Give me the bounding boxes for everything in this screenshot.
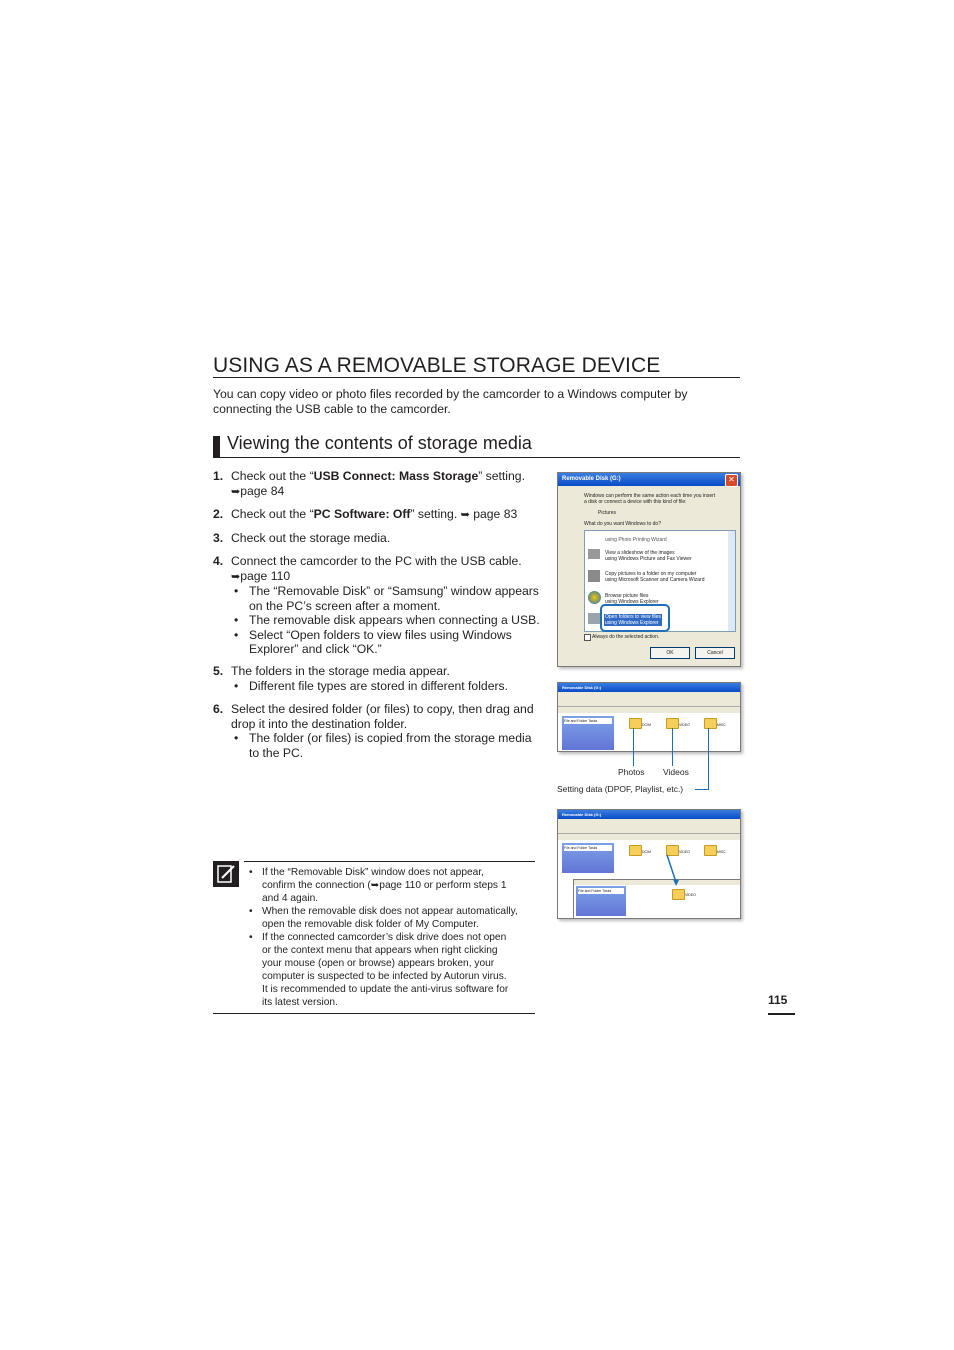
folder-label: VIDEO [679, 850, 690, 854]
step-text: Check out the “ [231, 507, 314, 521]
dialog-desc-line: Windows can perform the same action each time you insert [584, 493, 716, 499]
step-number: 2. [213, 507, 224, 521]
window-title: Removable Disk (G:) [558, 810, 740, 819]
leader-line [708, 728, 709, 790]
address-bar [558, 707, 740, 713]
section-marker [213, 436, 220, 457]
step-number: 6. [213, 702, 224, 716]
intro-line: You can copy video or photo files recorded by the camcorder to a Windows computer by [213, 387, 688, 401]
slideshow-icon [588, 549, 600, 559]
bullet-icon: • [234, 731, 239, 745]
setting-name: PC Software: Off [313, 507, 411, 521]
note-item [249, 866, 539, 905]
bullet-line: The removable disk appears when connecting a USB. [249, 613, 540, 627]
page-ref-icon: ➥ [460, 509, 470, 521]
bullet-item [231, 628, 540, 657]
leader-line [633, 728, 634, 766]
note-line: and 4 again. [262, 893, 319, 904]
step-text: ” setting. [410, 507, 461, 521]
page-ref-icon: ➥ [370, 880, 380, 891]
bullet-line: The folder (or files) is copied from the storage media [249, 731, 532, 745]
folder-label: VIDEO [679, 723, 690, 727]
step-text: Select the desired folder (or files) to copy, then drag and [231, 702, 534, 716]
option-text: using Windows Explorer [605, 620, 659, 626]
action-option[interactable] [605, 571, 705, 583]
bullet-icon: • [249, 867, 253, 878]
drag-drop-screenshot [557, 809, 741, 919]
intro-line: connecting the USB cable to the camcorder. [213, 401, 451, 416]
bullet-line: to the PC. [249, 745, 304, 760]
camera-icon [588, 570, 600, 582]
bullet-line: Different file types are stored in different folders. [249, 678, 509, 693]
page-title: USING AS A REMOVABLE STORAGE DEVICE [213, 354, 661, 377]
step-number: 3. [213, 531, 224, 545]
option-text: Copy pictures to a folder on my computer [605, 571, 697, 577]
dialog-title: Removable Disk (G:) [558, 473, 740, 486]
note-line: If the “Removable Disk” window does not appear, [262, 867, 484, 878]
always-checkbox[interactable] [584, 634, 591, 641]
note-line: your mouse (open or browse) appears broken, your [262, 958, 495, 969]
cancel-button[interactable]: Cancel [695, 647, 735, 659]
bullet-item [231, 731, 534, 760]
option-text: Open folders to view files [605, 614, 661, 620]
page-ref-icon: ➥ [231, 570, 241, 583]
option-text: using Microsoft Scanner and Camera Wizard [605, 577, 705, 583]
bullet-item [231, 584, 540, 613]
leader-line [672, 728, 673, 766]
note-line: If the connected camcorder’s disk drive does not open [262, 932, 507, 943]
intro-paragraph [213, 387, 733, 416]
action-option[interactable] [605, 550, 692, 562]
note-line: its latest version. [262, 997, 338, 1008]
section-rule [213, 457, 740, 458]
task-pane-title: File and Folder Tasks [564, 845, 612, 851]
task-pane-title: File and Folder Tasks [564, 718, 612, 724]
always-label: Always do the selected action. [592, 634, 660, 640]
autoplay-dialog-screenshot [557, 472, 741, 667]
title-rule [213, 377, 740, 378]
page-number: 115 [768, 993, 788, 1007]
explorer-screenshot [557, 682, 741, 752]
option-text: using Photo Printing Wizard [605, 537, 667, 543]
drag-arrow [558, 810, 740, 918]
step-text: ” setting. [478, 469, 525, 483]
note-line: open the removable disk folder of My Computer. [262, 919, 479, 930]
close-icon: ✕ [725, 474, 738, 487]
option-text: View a slideshow of the images [605, 550, 675, 556]
bullet-line: Select “Open folders to view files using Windows [249, 627, 512, 642]
bullet-icon: • [249, 932, 253, 943]
dialog-desc-line: a disk or connect a device with this kind of file: [584, 499, 687, 505]
step-number: 5. [213, 664, 224, 678]
task-pane [562, 716, 614, 750]
note-line: confirm the connection ( [262, 880, 371, 891]
folder-label: MISC [717, 723, 726, 727]
note-line: page 110 or perform steps 1 [379, 880, 507, 891]
videos-caption: Videos [663, 767, 689, 777]
dialog-desc [584, 493, 715, 505]
bullet-icon: • [249, 906, 253, 917]
page-ref: page 83 [473, 507, 518, 521]
step-text: Check out the storage media. [231, 531, 391, 545]
explorer-icon [588, 591, 601, 604]
content-type: Pictures [598, 510, 617, 516]
folder-label: DCIM [642, 850, 651, 854]
pencil-note-icon [213, 861, 239, 887]
step-number: 4. [213, 554, 224, 568]
note-line: It is recommended to update the anti-virus software for [262, 984, 509, 995]
note-item [249, 905, 539, 931]
note-item [249, 931, 539, 1009]
toolbar [558, 692, 740, 707]
highlight-ring [600, 604, 670, 632]
note-rule [244, 861, 535, 862]
scrollbar[interactable] [728, 531, 735, 631]
page-ref-icon: ➥ [231, 485, 241, 498]
folder-icon [629, 718, 642, 729]
step-number: 1. [213, 469, 224, 483]
setting-name: USB Connect: Mass Storage [313, 469, 479, 483]
bullet-item [231, 679, 508, 694]
step-text: Check out the “ [231, 469, 314, 483]
note-rule [213, 1013, 535, 1014]
note-line: computer is suspected to be infected by Autorun virus. [262, 971, 507, 982]
note-line: or the context menu that appears when right clicking [262, 945, 498, 956]
note-line: When the removable disk does not appear automatically, [262, 906, 518, 917]
dialog-question: What do you want Windows to do? [584, 521, 661, 527]
note-icon [213, 861, 239, 887]
bullet-icon: • [234, 678, 239, 693]
step-text: drop it into the destination folder. [231, 716, 408, 731]
photos-caption: Photos [618, 767, 645, 777]
leader-line [695, 789, 709, 790]
option-text: Browse picture files [605, 593, 649, 599]
option-text: using Windows Explorer [605, 599, 659, 605]
folder-label: VIDEO [685, 893, 696, 897]
bullet-line: The “Removable Disk” or “Samsung” window appears [249, 584, 539, 598]
action-option[interactable] [605, 537, 667, 543]
bullet-icon: • [234, 627, 239, 642]
window-title: Removable Disk (G:) [558, 683, 740, 692]
step-text: The folders in the storage media appear. [231, 664, 450, 678]
folder-label: DCIM [642, 723, 651, 727]
setting-caption: Setting data (DPOF, Playlist, etc.) [557, 784, 684, 794]
page-ref: page 110 [240, 568, 291, 583]
option-text: using Windows Picture and Fax Viewer [605, 556, 692, 562]
bullet-line: on the PC’s screen after a moment. [249, 598, 441, 613]
folder-icon [704, 718, 717, 729]
task-pane-title: File and Folder Tasks [578, 888, 624, 894]
page-number-rule [768, 1013, 795, 1015]
bullet-line: Explorer” and click “OK.” [249, 642, 382, 656]
bullet-icon: • [234, 584, 239, 598]
folder-label: MISC [717, 850, 726, 854]
bullet-item [231, 613, 540, 628]
step-text: Connect the camcorder to the PC with the USB cable. [231, 554, 522, 568]
ok-button[interactable]: OK [650, 647, 690, 659]
section-title: Viewing the contents of storage media [227, 433, 532, 453]
bullet-icon: • [234, 613, 239, 627]
page-ref: page 84 [240, 483, 285, 498]
